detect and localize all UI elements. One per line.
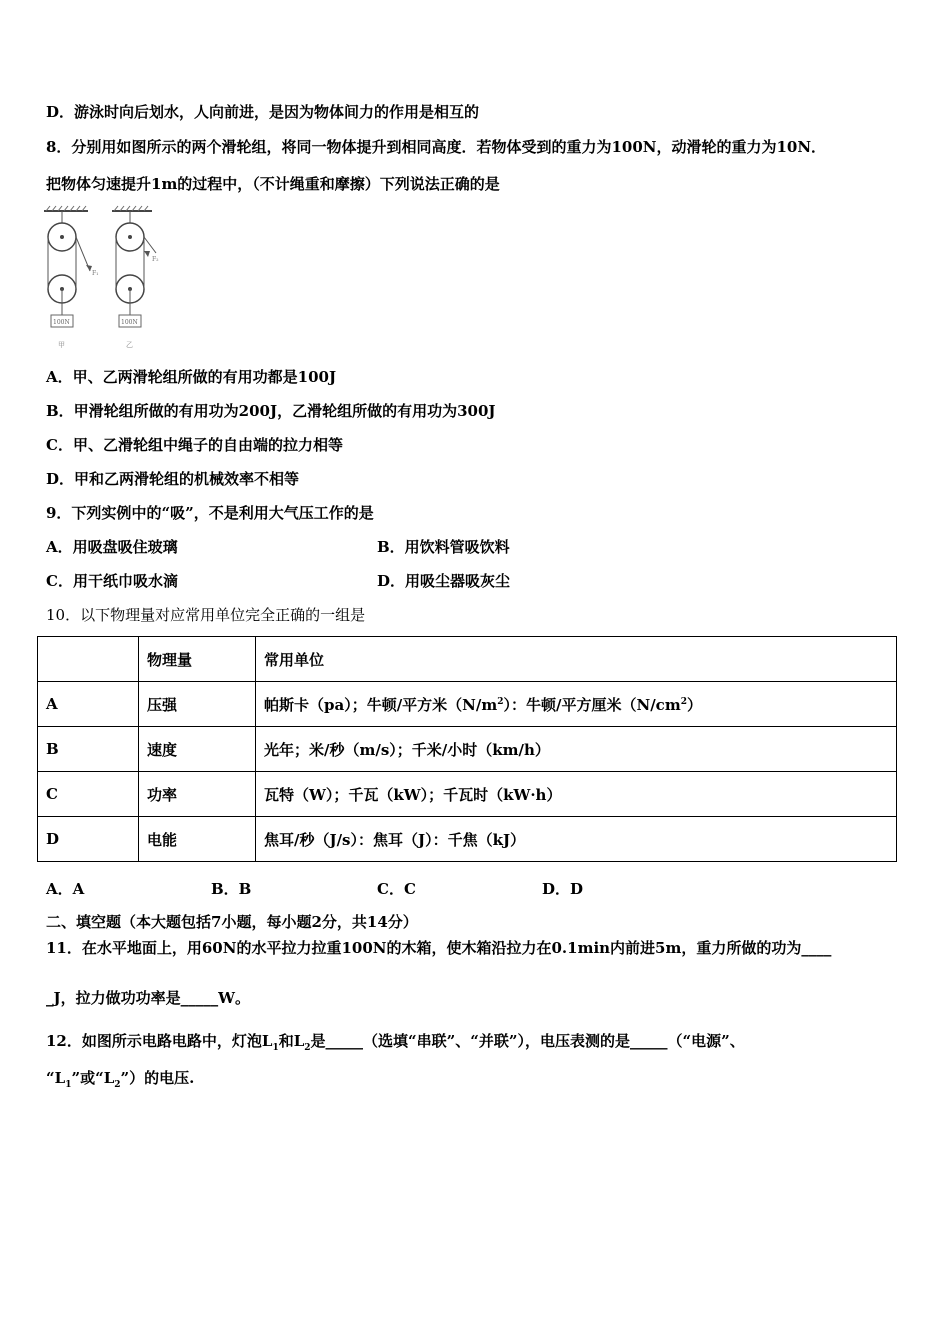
table-row [38, 772, 897, 817]
q8-option-a: A．甲、乙两滑轮组所做的有用功都是100J [46, 368, 337, 386]
q9-option-d: D．用吸尘器吸灰尘 [377, 572, 511, 590]
table-header-row [38, 637, 897, 682]
q11-line2: _J，拉力做功功率是_____W。 [46, 989, 250, 1007]
q8-stem-line2: 把物体匀速提升1m的过程中，（不计绳重和摩擦）下列说法正确的是 [46, 175, 500, 193]
row-label: A [38, 682, 139, 727]
q10-answer-b: B．B [211, 880, 252, 898]
q9-option-c: C．用干纸巾吸水滴 [46, 572, 178, 590]
table-header-cell: 物理量 [139, 637, 256, 682]
q11-line1: 11．在水平地面上，用60N的水平拉力拉重100N的木箱，使木箱沿拉力在0.1min内前进5m，重力所做的功为____ [46, 939, 832, 957]
q8-option-d: D．甲和乙两滑轮组的机械效率不相等 [46, 470, 300, 488]
q10-stem: 10．以下物理量对应常用单位完全正确的一组是 [46, 606, 366, 624]
force-label-left: F₁ [92, 270, 99, 277]
caption-left: 甲 [58, 341, 65, 349]
units-table [37, 636, 897, 862]
force-label-right: F₂ [152, 256, 159, 263]
weight-label-left: 100N [53, 319, 70, 326]
row-units: 焦耳/秒（J/s）：焦耳（J）：千焦（kJ） [256, 817, 897, 862]
caption-right: 乙 [126, 341, 133, 349]
q7-option-d: D．游泳时向后划水，人向前进，是因为物体间力的作用是相互的 [46, 103, 480, 121]
row-quantity: 速度 [139, 727, 256, 772]
row-units: 瓦特（W）；千瓦（kW）；千瓦时（kW·h） [256, 772, 897, 817]
weight-label-right: 100N [121, 319, 138, 326]
row-label: B [38, 727, 139, 772]
q10-answer-a: A．A [46, 880, 85, 898]
q8-option-c: C．甲、乙滑轮组中绳子的自由端的拉力相等 [46, 436, 343, 454]
row-units: 光年；米/秒（m/s）；千米/小时（km/h） [256, 727, 897, 772]
q9-option-b: B．用饮料管吸饮料 [377, 538, 510, 556]
table-header-cell [38, 637, 139, 682]
row-quantity: 压强 [139, 682, 256, 727]
pulley-diagram [40, 203, 180, 353]
section2-title: 二、填空题（本大题包括7小题，每小题2分，共14分） [46, 913, 418, 931]
table-header-cell: 常用单位 [256, 637, 897, 682]
table-row [38, 817, 897, 862]
row-label: D [38, 817, 139, 862]
q9-option-a: A．用吸盘吸住玻璃 [46, 538, 178, 556]
q12-line1: 12．如图所示电路电路中，灯泡$L_1$和$L_2$是_____（选填“串联”、“并联”），电压表测的是_____（“电源”、 [46, 1032, 745, 1053]
row-quantity: 电能 [139, 817, 256, 862]
q8-option-b: B．甲滑轮组所做的有用功为200J，乙滑轮组所做的有用功为300J [46, 402, 496, 420]
row-units: 帕斯卡（pa）；牛顿/平方米$(N/m^2)$：牛顿/平方厘米$(N/cm^2)$ [256, 682, 897, 727]
table-row [38, 727, 897, 772]
q10-answer-c: C．C [377, 880, 416, 898]
q10-answer-d: D．D [542, 880, 584, 898]
q8-stem-line1: 8．分别用如图所示的两个滑轮组，将同一物体提升到相同高度．若物体受到的重力为100N，动滑轮的重力为10N． [46, 138, 827, 156]
table-row [38, 682, 897, 727]
q12-line2: “$L_1$”或“$L_2$”）的电压. [46, 1069, 195, 1090]
row-label: C [38, 772, 139, 817]
row-quantity: 功率 [139, 772, 256, 817]
q9-stem: 9．下列实例中的“吸”，不是利用大气压工作的是 [46, 504, 374, 522]
